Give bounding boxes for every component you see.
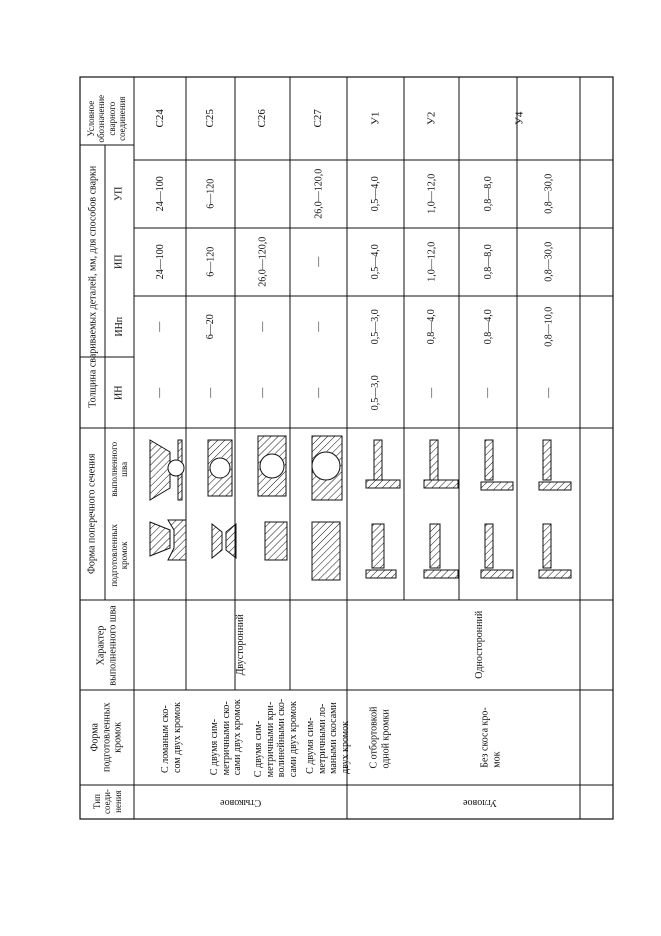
header-up: УП — [113, 186, 125, 202]
cell-inp: 0,8—10,0 — [542, 306, 554, 347]
page-header: ГОСТ 14771—76 С. 5 — [493, 46, 621, 61]
cell-code: С24 — [153, 109, 166, 128]
header-thickness: Толщина свариваемых деталей, мм, для способов сварки — [86, 165, 98, 408]
cell-code: У1 — [369, 111, 382, 126]
cell-code: У2 — [425, 111, 438, 126]
cell-ip: 0,8—8,0 — [482, 244, 494, 280]
header-made-seam: выполненного шва — [109, 441, 130, 497]
cell-code: С26 — [256, 109, 269, 128]
cell-in: — — [312, 387, 324, 398]
cell-in: — — [425, 387, 437, 398]
header-prepared-edges: подготовленных кромок — [109, 523, 130, 587]
cell-up: 0,8—8,0 — [482, 176, 494, 212]
cell-inp: — — [312, 321, 324, 332]
cell-in: 0,5—3,0 — [369, 375, 381, 410]
cell-up: 6—120 — [204, 179, 216, 209]
cell-up: 24—100 — [154, 176, 166, 212]
group-single: Односторонний — [474, 611, 486, 679]
cell-in: — — [256, 387, 268, 398]
cell-up: 1,0—12,0 — [425, 174, 437, 214]
cell-form: С двумя сим- метричными ло- маными скосами двух кромок — [304, 701, 351, 774]
cell-code: С27 — [312, 109, 325, 128]
cell-inp: 6—20 — [204, 314, 216, 339]
cell-up: 0,5—4,0 — [369, 176, 381, 212]
group-butt: Стыковое — [219, 796, 262, 808]
cell-code: У4 — [513, 111, 526, 126]
cell-form: Без скоса кро- мок — [479, 707, 503, 768]
header-character: Характер выполненного шва — [95, 604, 119, 686]
cell-in: — — [204, 387, 216, 398]
cell-inp: 0,8—4,0 — [425, 309, 437, 344]
cell-ip: 1,0—12,0 — [425, 242, 437, 282]
cell-ip: 0,5—4,0 — [369, 244, 381, 280]
cell-up: 26,0—120,0 — [312, 169, 324, 219]
header-section-form: Форма поперечного сечения — [86, 453, 98, 575]
cell-form: С двумя сим- метричными кри- волинейными ско- сами двух кромок — [253, 698, 299, 777]
cell-form: С двумя сим- метричными ско- сами двух кромок — [208, 699, 243, 776]
cell-in: — — [542, 387, 554, 398]
cell-ip: 0,8—30,0 — [542, 242, 554, 282]
header-in: ИН — [113, 385, 125, 400]
cell-ip: 6—120 — [204, 247, 216, 277]
cell-ip: 24—100 — [154, 244, 166, 280]
group-double: Двусторонний — [234, 614, 246, 676]
cell-form: С ломаным ско- сом двух кромок — [159, 702, 183, 773]
cell-form: С отбортовкой одной кромки — [368, 706, 392, 769]
group-corner: Угловое — [463, 796, 497, 808]
cell-inp: — — [154, 321, 166, 332]
continuation-label: Продолжение табл. 1 — [62, 73, 77, 185]
header-inp: ИНп — [113, 316, 125, 337]
cell-up: 0,8—30,0 — [542, 174, 554, 214]
cell-code: С25 — [204, 109, 217, 128]
cell-in: — — [482, 387, 494, 398]
cell-up — [235, 160, 290, 228]
header-ip: ИП — [113, 254, 125, 270]
cell-inp: 0,8—4,0 — [482, 309, 494, 344]
cell-ip: — — [312, 257, 324, 267]
header-designation: Условное обозначение сварного соединения — [86, 94, 128, 143]
cell-inp: 0,5—3,0 — [369, 309, 381, 344]
header-type: Тип соеди- нения — [91, 789, 123, 815]
cell-inp: — — [256, 321, 268, 332]
cell-in: — — [154, 387, 166, 398]
header-form: Форма подготовленных кромок — [89, 702, 124, 773]
cell-ip: 26,0—120,0 — [256, 237, 268, 287]
